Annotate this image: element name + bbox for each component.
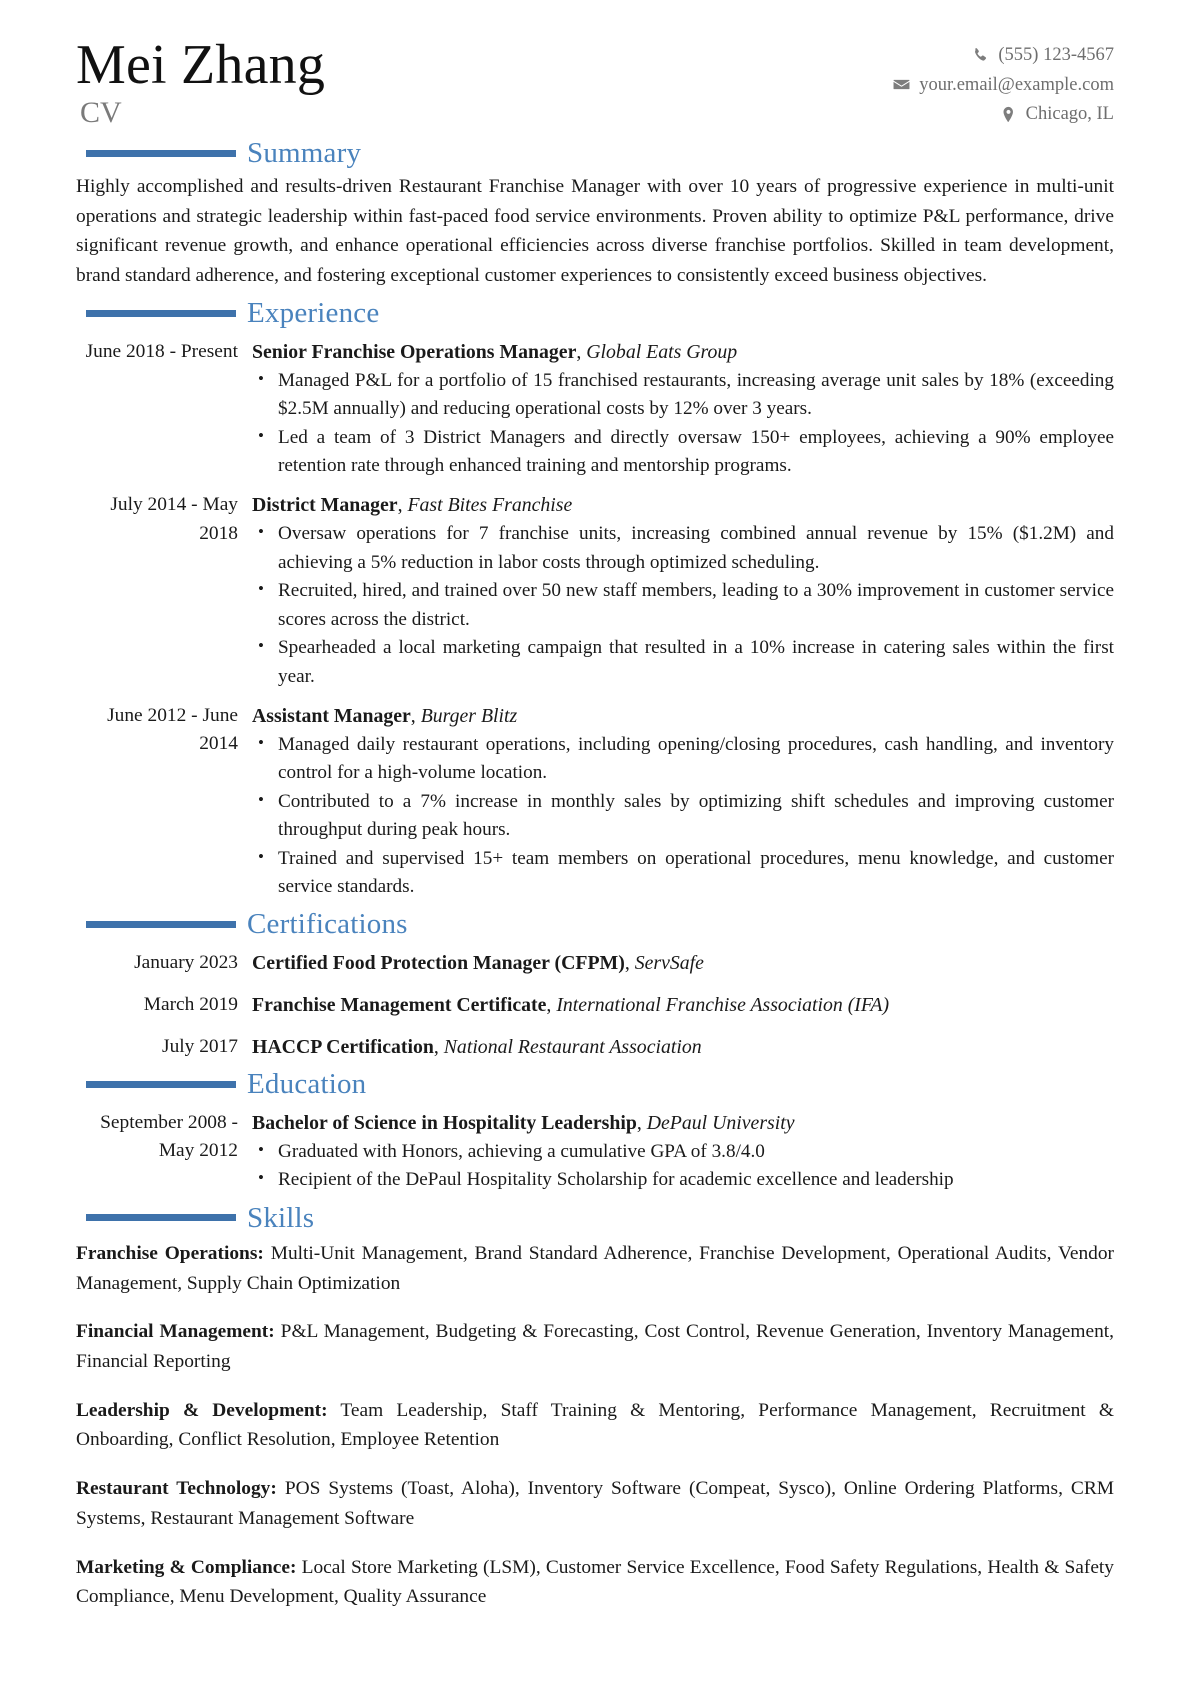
section-title-certifications: Certifications bbox=[247, 908, 408, 941]
experience-list bbox=[76, 338, 1114, 902]
entry-date: July 2014 - May 2018 bbox=[110, 494, 238, 544]
entry-org: Fast Bites Franchise bbox=[407, 494, 573, 517]
skill-items: Multi-Unit Management, Brand Standard Adherence, Franchise Development, Operational Audits, Vendor Management, Supply Chain Optimization bbox=[76, 1243, 1114, 1294]
section-title-experience: Experience bbox=[247, 297, 380, 330]
section-header-skills bbox=[76, 1203, 1114, 1233]
list-item: • Oversaw operations for 7 franchise units, increasing combined annual revenue by 15% ($1.2M) and achieving a 5% reduction in labor costs through optimized scheduling. bbox=[252, 520, 1114, 577]
name-block bbox=[76, 34, 325, 130]
skill-category: Marketing & Compliance: bbox=[76, 1556, 297, 1578]
entry-bullets bbox=[252, 520, 1114, 690]
entry-separator: , bbox=[410, 704, 421, 727]
entry-role: Franchise Management Certificate bbox=[252, 994, 547, 1017]
section-title-education: Education bbox=[247, 1068, 367, 1101]
contact-block bbox=[893, 34, 1114, 124]
list-item: • Managed P&L for a portfolio of 15 franchised restaurants, increasing average unit sales by 18% (exceeding $2.5M annually) and reducing operational costs by 12% over 3 years. bbox=[252, 367, 1114, 424]
experience-entry bbox=[76, 702, 1114, 902]
envelope-icon bbox=[893, 76, 910, 93]
list-item: • Managed daily restaurant operations, including opening/closing procedures, cash handling, and inventory control for a high-volume location. bbox=[252, 731, 1114, 788]
phone-text: (555) 123-4567 bbox=[998, 45, 1114, 65]
list-item: • Recipient of the DePaul Hospitality Scholarship for academic excellence and leadership bbox=[252, 1166, 1114, 1194]
skill-category: Financial Management: bbox=[76, 1321, 275, 1343]
skill-items: P&L Management, Budgeting & Forecasting, Cost Control, Revenue Generation, Inventory Management, Financial Reporting bbox=[76, 1321, 1115, 1372]
entry-title bbox=[252, 949, 1114, 977]
certifications-list bbox=[76, 949, 1114, 1061]
entry-title bbox=[252, 702, 1114, 730]
entry-org: DePaul University bbox=[646, 1111, 795, 1134]
entry-role: District Manager bbox=[252, 494, 398, 517]
entry-body bbox=[252, 991, 1114, 1019]
skill-items: Local Store Marketing (LSM), Customer Service Excellence, Food Safety Regulations, Health & Safety Compliance, Menu Development, Quality Assurance bbox=[76, 1556, 1115, 1607]
entry-title bbox=[252, 491, 1114, 519]
entry-date: June 2018 - Present bbox=[85, 340, 238, 362]
contact-location[interactable] bbox=[893, 105, 1114, 124]
skill-group bbox=[76, 1396, 1114, 1455]
entry-role: Senior Franchise Operations Manager bbox=[252, 340, 577, 363]
entry-role: Assistant Manager bbox=[252, 704, 411, 727]
entry-body bbox=[252, 949, 1114, 977]
section-title-summary: Summary bbox=[247, 136, 362, 169]
entry-body bbox=[252, 1033, 1114, 1061]
entry-body bbox=[252, 702, 1114, 902]
skill-items: POS Systems (Toast, Aloha), Inventory Software (Compeat, Sysco), Online Ordering Platforms, CRM Systems, Restaurant Management Software bbox=[76, 1478, 1115, 1529]
list-item: • Recruited, hired, and trained over 50 new staff members, leading to a 30% improvement in customer service scores across the district. bbox=[252, 577, 1114, 634]
certification-entry bbox=[76, 991, 1114, 1019]
document-subtitle: CV bbox=[80, 96, 122, 130]
certification-entry bbox=[76, 1033, 1114, 1061]
section-header-experience bbox=[76, 298, 1114, 328]
experience-entry bbox=[76, 491, 1114, 691]
entry-body bbox=[252, 1109, 1114, 1195]
contact-email[interactable] bbox=[893, 76, 1114, 95]
section-header-summary bbox=[76, 138, 1114, 168]
entry-separator: , bbox=[636, 1111, 647, 1134]
entry-date: January 2023 bbox=[134, 951, 238, 973]
entry-bullets bbox=[252, 367, 1114, 481]
section-header-education bbox=[76, 1069, 1114, 1099]
list-item: • Graduated with Honors, achieving a cumulative GPA of 3.8/4.0 bbox=[252, 1138, 1114, 1166]
email-text: your.email@example.com bbox=[919, 74, 1114, 95]
entry-separator: , bbox=[546, 994, 557, 1017]
section-header-certifications bbox=[76, 909, 1114, 939]
entry-title bbox=[252, 991, 1114, 1019]
section-rule bbox=[86, 1214, 236, 1221]
skill-group bbox=[76, 1553, 1114, 1612]
list-item: • Contributed to a 7% increase in monthly sales by optimizing shift schedules and improving customer throughput during peak hours. bbox=[252, 788, 1114, 845]
entry-role: HACCP Certification bbox=[252, 1036, 434, 1059]
summary-text: Highly accomplished and results-driven Restaurant Franchise Manager with over 10 years of progressive experience in multi-unit operations and strategic leadership within fast-paced food service environments. Proven ability to optimize P&L performance, drive significant revenue growth, and enhance operational efficiencies across diverse franchise portfolios. Skilled in team development, brand standard adherence, and fostering exceptional customer experiences to consistently exceed business objectives. bbox=[76, 176, 1114, 286]
skill-group bbox=[76, 1239, 1114, 1298]
section-rule bbox=[86, 150, 236, 157]
entry-date: June 2012 - June 2014 bbox=[107, 704, 238, 755]
section-rule bbox=[86, 1081, 236, 1088]
skill-category: Restaurant Technology: bbox=[76, 1478, 277, 1500]
entry-org: ServSafe bbox=[634, 951, 704, 974]
experience-entry bbox=[76, 338, 1114, 481]
entry-bullets bbox=[252, 731, 1114, 901]
skill-category: Franchise Operations: bbox=[76, 1243, 264, 1265]
entry-separator: , bbox=[433, 1036, 444, 1059]
entry-separator: , bbox=[397, 494, 408, 517]
entry-separator: , bbox=[624, 951, 635, 974]
list-item: • Spearheaded a local marketing campaign that resulted in a 10% increase in catering sales within the first year. bbox=[252, 634, 1114, 691]
skill-category: Leadership & Development: bbox=[76, 1399, 328, 1421]
phone-icon bbox=[972, 47, 989, 64]
page-title: Mei Zhang bbox=[76, 34, 326, 96]
entry-title bbox=[252, 338, 1114, 366]
entry-body bbox=[252, 491, 1114, 691]
entry-bullets bbox=[252, 1138, 1114, 1195]
education-entry bbox=[76, 1109, 1114, 1195]
list-item: • Led a team of 3 District Managers and directly oversaw 150+ employees, achieving a 90% employee retention rate through enhanced training and mentorship programs. bbox=[252, 424, 1114, 481]
certification-entry bbox=[76, 949, 1114, 977]
list-item: • Trained and supervised 15+ team members on operational procedures, menu knowledge, and customer service standards. bbox=[252, 845, 1114, 902]
entry-org: International Franchise Association (IFA) bbox=[556, 994, 890, 1017]
skill-group bbox=[76, 1317, 1114, 1376]
cv-header bbox=[76, 34, 1114, 130]
education-list bbox=[76, 1109, 1114, 1195]
entry-date: July 2017 bbox=[162, 1036, 238, 1058]
entry-date: March 2019 bbox=[143, 994, 238, 1016]
skill-group bbox=[76, 1474, 1114, 1533]
entry-title bbox=[252, 1109, 1114, 1137]
section-rule bbox=[86, 310, 236, 317]
entry-org: National Restaurant Association bbox=[443, 1036, 702, 1059]
location-text: Chicago, IL bbox=[1025, 104, 1114, 124]
entry-org: Global Eats Group bbox=[586, 340, 738, 363]
section-title-skills: Skills bbox=[247, 1201, 315, 1234]
entry-role: Certified Food Protection Manager (CFPM) bbox=[252, 951, 625, 974]
entry-separator: , bbox=[576, 340, 587, 363]
entry-date: September 2008 - May 2012 bbox=[100, 1111, 238, 1161]
skill-items: Team Leadership, Staff Training & Mentoring, Performance Management, Recruitment & Onboarding, Conflict Resolution, Employee Retention bbox=[76, 1399, 1114, 1451]
entry-title bbox=[252, 1033, 1114, 1061]
skills-list bbox=[76, 1239, 1114, 1611]
contact-phone[interactable] bbox=[893, 46, 1114, 65]
map-pin-icon bbox=[1000, 106, 1017, 123]
entry-org: Burger Blitz bbox=[420, 704, 518, 727]
entry-body bbox=[252, 338, 1114, 481]
entry-role: Bachelor of Science in Hospitality Leadership bbox=[252, 1111, 637, 1134]
section-rule bbox=[86, 921, 236, 928]
